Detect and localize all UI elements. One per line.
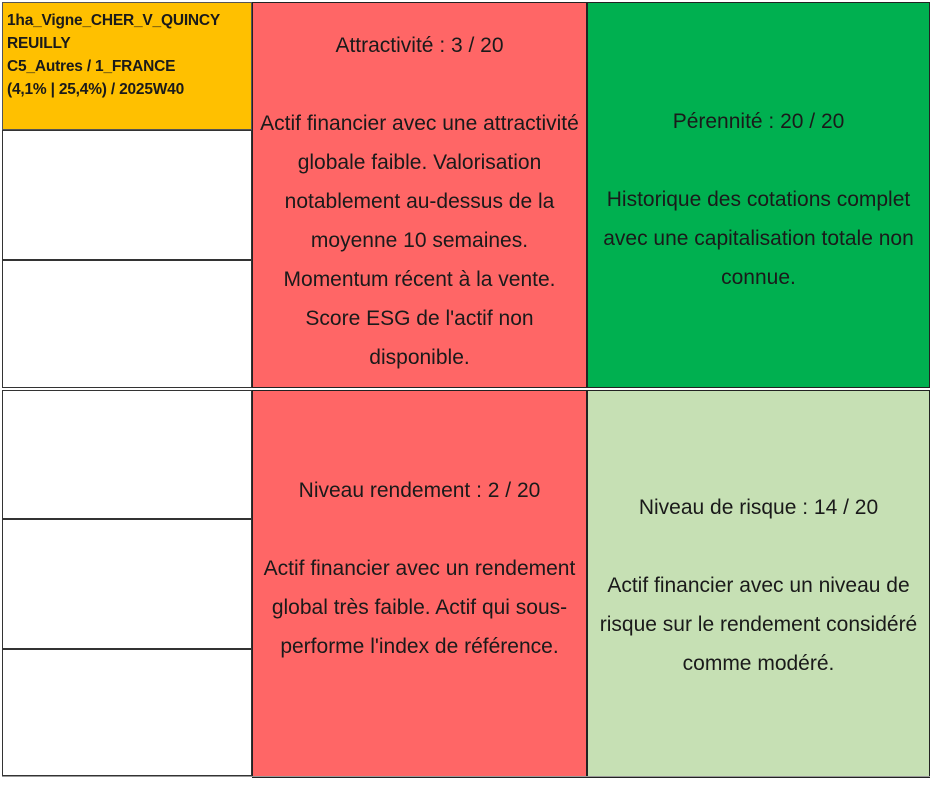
empty-cell-3 [2,390,252,519]
empty-cell-2 [2,260,252,388]
perennite-description: Historique des cotations complet avec une capitalisation totale non connue. [603,188,914,289]
risque-title: Niveau de risque : 14 / 20 [638,496,879,519]
asset-header-cell [2,2,252,130]
rendement-description: Actif financier avec un rendement global très faible. Actif qui sous-performe l'index de référence. [263,557,576,658]
empty-cell-4 [2,519,252,649]
attractivite-description: Actif financier avec une attractivité globale faible. Valorisation notablement au-dessus de la moyenne 10 semaines. Momentum récent à la vente. Score ESG de l'actif non disponible. [260,112,579,369]
asset-name-line2: REUILLY [7,35,71,52]
perennite-title: Pérennité : 20 / 20 [672,110,845,133]
empty-cell-5 [2,649,252,776]
risque-score-cell [587,390,930,778]
asset-category-line: C5_Autres / 1_FRANCE [7,58,176,75]
attractivite-title: Attractivité : 3 / 20 [335,34,504,57]
perennite-score-cell [587,2,930,388]
risque-description: Actif financier avec un niveau de risque sur le rendement considéré comme modéré. [599,574,918,675]
rendement-score-cell [252,390,587,778]
asset-name-line1: 1ha_Vigne_CHER_V_QUINCY [7,12,221,29]
rendement-title: Niveau rendement : 2 / 20 [298,479,541,502]
asset-weights-period-line: (4,1% | 25,4%) / 2025W40 [7,81,185,98]
attractivite-score-cell [252,2,587,388]
sheet-bottom-border [2,776,930,777]
empty-cell-1 [2,130,252,260]
